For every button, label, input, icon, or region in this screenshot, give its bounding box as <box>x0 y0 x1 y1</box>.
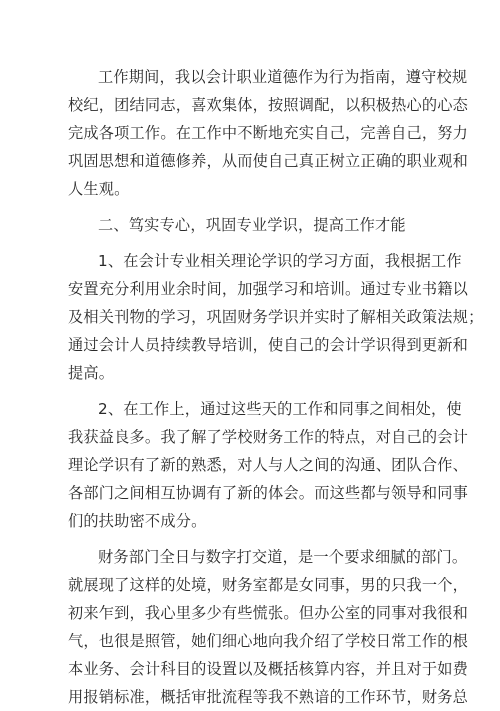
text-line: 提高。 <box>68 364 115 382</box>
text-line: 财务部门全日与数字打交道，是一个要求细腻的部门。 <box>98 548 468 566</box>
paragraph <box>68 543 469 711</box>
text-line: 我获益良多。我了解了学校财务工作的特点，对自己的会计 <box>68 428 469 446</box>
text-line: 本业务、会计科目的设置以及概括核算内容，并且对于如费 <box>68 660 469 678</box>
text-line: 通过会计人员持续教导培训，使自己的会计学识得到更新和 <box>68 336 469 354</box>
text-line: 用报销标准，概括审批流程等我不熟谙的工作环节，财务总 <box>68 688 469 706</box>
text-line: 巩固思想和道德修养，从而使自己真正树立正确的职业观和 <box>68 152 469 170</box>
text-line: 1、在会计专业相关理论学识的学习方面，我根据工作 <box>98 252 462 270</box>
paragraph <box>68 63 469 203</box>
text-line: 理论学识有了新的熟悉，对人与人之间的沟通、团队合作、 <box>68 456 469 474</box>
text-line: 及相关刊物的学习，巩固财务学识并实时了解相关政策法规； <box>68 308 484 326</box>
section-heading <box>68 211 432 239</box>
text-line: 就展现了这样的处境，财务室都是女同事，男的只我一个， <box>68 576 469 594</box>
paragraph <box>68 247 484 387</box>
text-line: 安置充分利用业余时间，加强学习和培训。通过专业书籍以 <box>68 280 469 298</box>
text-line: 们的扶助密不成分。 <box>68 512 207 530</box>
text-line: 2、在工作上，通过这些天的工作和同事之间相处，使 <box>98 400 462 418</box>
text-line: 初来乍到，我心里多少有些慌张。但办公室的同事对我很和 <box>68 604 469 622</box>
paragraph <box>68 395 469 535</box>
text-line: 气，也很是照管，她们细心地向我介绍了学校日常工作的根 <box>68 632 469 650</box>
heading-line: 二、笃实专心，巩固专业学识，提高工作才能 <box>98 216 406 234</box>
text-line: 完成各项工作。在工作中不断地充实自己，完善自己，努力 <box>68 124 469 142</box>
text-line: 工作期间，我以会计职业道德作为行为指南，遵守校规 <box>98 68 468 86</box>
text-line: 人生观。 <box>68 180 130 198</box>
text-line: 校纪，团结同志，喜欢集体，按照调配，以积极热心的心态 <box>68 96 469 114</box>
text-line: 各部门之间相互协调有了新的体会。而这些都与领导和同事 <box>68 484 469 502</box>
